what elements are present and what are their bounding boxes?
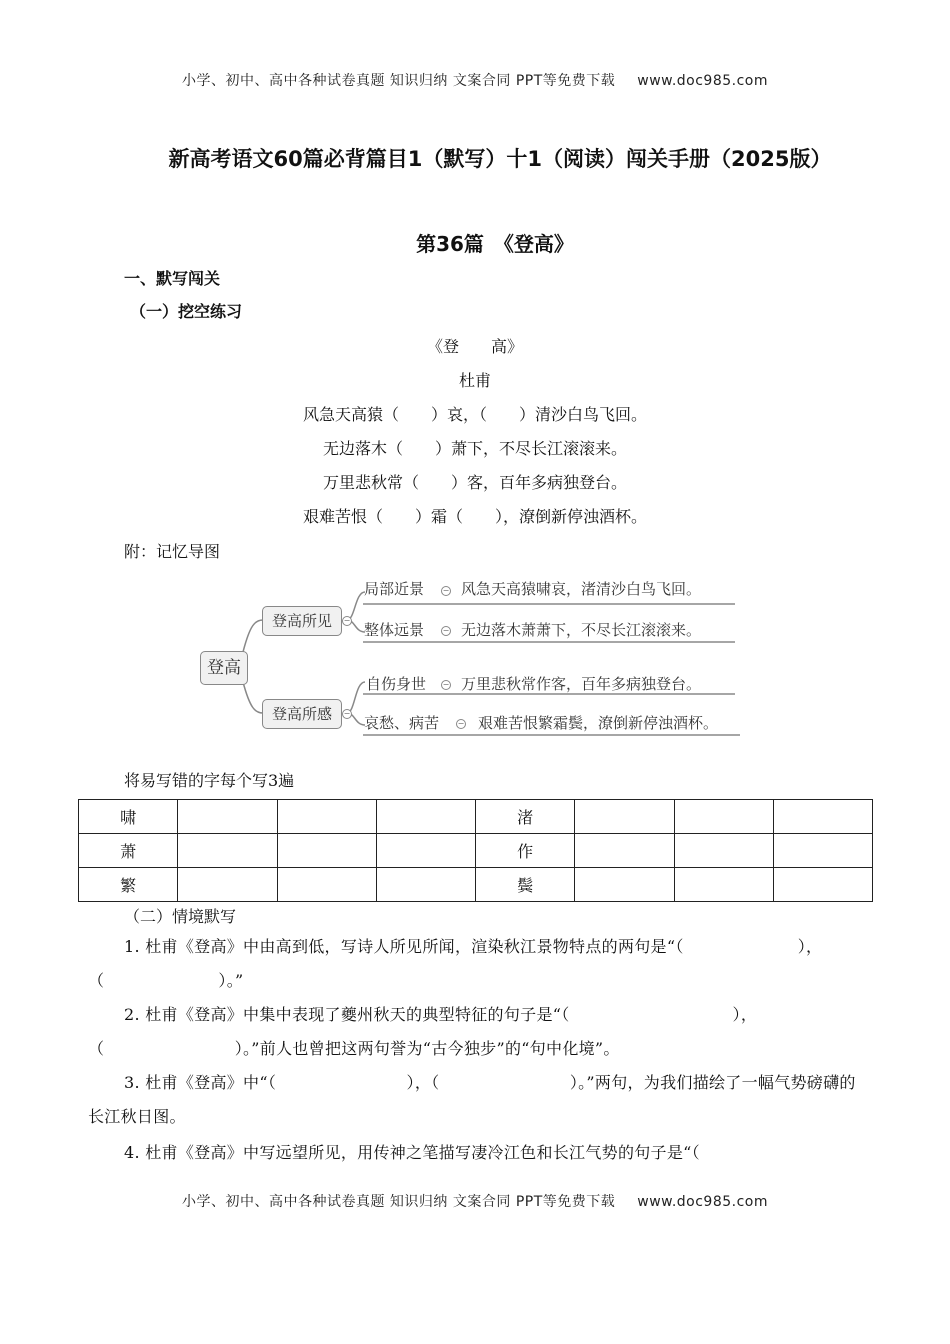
practice-blank[interactable]	[575, 868, 674, 902]
practice-table	[78, 799, 873, 902]
mindmap-label: 附：记忆导图	[124, 542, 221, 561]
poem-line-4: 艰难苦恨（ ）霜（ ），潦倒新停浊酒杯。	[302, 507, 647, 526]
practice-blank[interactable]	[575, 834, 674, 868]
practice-blank[interactable]	[674, 800, 773, 834]
poem-line-1: 风急天高猿（ ）哀，（ ）清沙白鸟飞回。	[302, 405, 647, 424]
collapse-icon: −	[343, 709, 351, 718]
poem-title: 《登 高》	[426, 337, 523, 356]
mindmap-text-self: 万里悲秋常作客，百年多病独登台。	[461, 675, 702, 693]
footer-url[interactable]: www.doc985.com	[637, 1194, 769, 1210]
practice-char: 萧	[79, 834, 178, 868]
table-row	[79, 868, 873, 902]
practice-blank[interactable]	[178, 868, 277, 902]
collapse-icon: −	[442, 626, 450, 635]
page-footer	[0, 1191, 950, 1211]
practice-blank[interactable]	[277, 800, 376, 834]
practice-blank[interactable]	[376, 834, 475, 868]
mindmap-node-self: 自伤身世	[366, 675, 427, 693]
practice-char: 鬓	[476, 868, 575, 902]
practice-char: 啸	[79, 800, 178, 834]
poem-author: 杜甫	[458, 371, 491, 390]
mindmap-branch-seen: 登高所见	[262, 606, 342, 636]
practice-blank[interactable]	[376, 800, 475, 834]
question-3: 3. 杜甫《登高》中“（ ），（ ）。”两句，为我们描绘了一幅气势磅礴的长江秋日图。	[88, 1073, 856, 1126]
section-subheading-fill-blank: （一）挖空练习	[130, 302, 243, 321]
mindmap-root: 登高	[200, 651, 248, 685]
footer-text: 小学、初中、高中各种试卷真题 知识归纳 文案合同 PPT等免费下载	[181, 1194, 616, 1210]
table-row	[79, 800, 873, 834]
mindmap-text-far: 无边落木萧萧下，不尽长江滚滚来。	[461, 621, 702, 639]
practice-char: 渚	[476, 800, 575, 834]
header-text: 小学、初中、高中各种试卷真题 知识归纳 文案合同 PPT等免费下载	[181, 73, 616, 89]
practice-blank[interactable]	[773, 834, 872, 868]
practice-blank[interactable]	[277, 868, 376, 902]
collapse-icon: −	[442, 680, 450, 689]
practice-blank[interactable]	[277, 834, 376, 868]
practice-blank[interactable]	[376, 868, 475, 902]
document-title: 新高考语文60篇必背篇目1（默写）十1（阅读）闯关手册（2025版）	[168, 147, 832, 171]
practice-char: 繁	[79, 868, 178, 902]
question-1: 1. 杜甫《登高》中由高到低，写诗人所见所闻，渲染秋江景物特点的两句是“（ ），（ ）。”	[88, 937, 823, 990]
practice-label: 将易写错的字每个写3遍	[124, 771, 295, 790]
poem-line-3: 万里悲秋常（ ）客，百年多病独登台。	[322, 473, 627, 492]
header-url[interactable]: www.doc985.com	[637, 73, 769, 89]
collapse-icon: −	[457, 719, 465, 728]
table-row	[79, 834, 873, 868]
poem-line-2: 无边落木（ ）萧下，不尽长江滚滚来。	[322, 439, 627, 458]
page-header	[0, 70, 950, 90]
practice-blank[interactable]	[575, 800, 674, 834]
practice-blank[interactable]	[178, 834, 277, 868]
practice-blank[interactable]	[773, 868, 872, 902]
question-2: 2. 杜甫《登高》中集中表现了夔州秋天的典型特征的句子是“（ ），（ ）。”前人也曾把这两句誉为“古今独步”的“句中化境”。	[88, 1005, 758, 1058]
section-subheading-context: （二）情境默写	[124, 907, 237, 926]
collapse-icon: −	[442, 586, 450, 595]
practice-blank[interactable]	[674, 868, 773, 902]
section-heading-1: 一、默写闯关	[124, 269, 221, 288]
practice-char: 作	[476, 834, 575, 868]
mindmap-node-far: 整体远景	[364, 621, 425, 639]
mindmap-node-near: 局部近景	[364, 580, 425, 598]
mindmap-branch-felt: 登高所感	[262, 699, 342, 729]
question-4: 4. 杜甫《登高》中写远望所见，用传神之笔描写凄冷江色和长江气势的句子是“（	[124, 1143, 700, 1162]
mindmap-text-sorrow: 艰难苦恨繁霜鬓，潦倒新停浊酒杯。	[478, 714, 719, 732]
practice-blank[interactable]	[773, 800, 872, 834]
practice-blank[interactable]	[674, 834, 773, 868]
document-subtitle: 第36篇 《登高》	[416, 232, 574, 256]
practice-blank[interactable]	[178, 800, 277, 834]
mindmap-text-near: 风急天高猿啸哀，渚清沙白鸟飞回。	[461, 580, 702, 598]
mindmap-node-sorrow: 哀愁、病苦	[364, 714, 440, 732]
collapse-icon: −	[343, 616, 351, 625]
